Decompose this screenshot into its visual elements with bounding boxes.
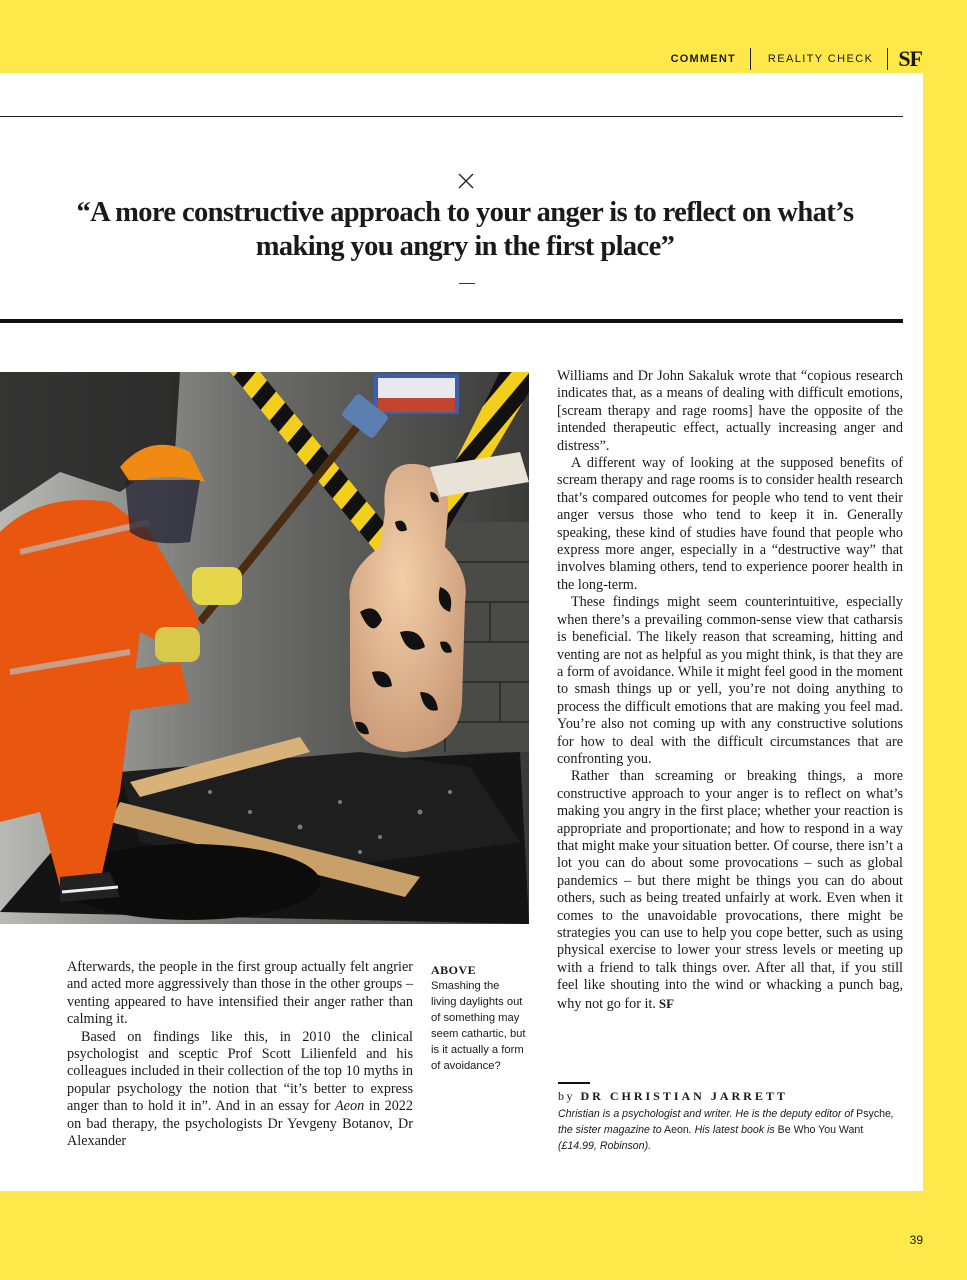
paragraph bbox=[557, 768, 903, 1013]
close-x-icon bbox=[458, 173, 474, 189]
pull-quote: “A more constructive approach to your anger is to reflect on what’s making you angry in the first place” bbox=[76, 197, 854, 262]
quote-dash bbox=[459, 283, 475, 284]
top-rule bbox=[0, 116, 903, 117]
page-number: 39 bbox=[909, 1233, 923, 1247]
bio-text: Christian is a psychologist and writer. He is the deputy editor of bbox=[558, 1108, 854, 1120]
subsection-label: REALITY CHECK bbox=[751, 48, 888, 70]
end-mark: SF bbox=[658, 995, 675, 1011]
text-run: Based on findings like this, in 2010 the clinical psychologist and sceptic Prof Scott Lilienfeld and his colleagues included in their collection of the top 10 myths in popular psychology the notion that “it’s better to express anger than to hold it in”. And in an essay for bbox=[67, 1028, 413, 1115]
section-rule bbox=[0, 319, 903, 323]
bio-text: , the sister magazine to bbox=[558, 1108, 894, 1136]
body-column-right bbox=[557, 368, 903, 1013]
bio-text: (£14.99, Robinson). bbox=[558, 1140, 652, 1152]
bio-text: . His latest book is bbox=[688, 1124, 775, 1136]
text-run: in 2022 on bad therapy, the psychologists Dr Yevgeny Botanov, Dr Alexander bbox=[67, 1098, 413, 1150]
author-name: DR CHRISTIAN JARRETT bbox=[580, 1089, 788, 1103]
paragraph: Williams and Dr John Sakaluk wrote that “copious research indicates that, as a means of dealing with difficult emotions, [scream therapy and rage rooms] have the opposite of the intended therapeutic effect, actually increasing anger and distress”. bbox=[557, 368, 903, 454]
byline-line bbox=[558, 1089, 903, 1104]
magazine-logo: SF bbox=[898, 46, 922, 71]
photo-caption bbox=[431, 962, 526, 1074]
by-word: by bbox=[558, 1089, 575, 1103]
section-label: COMMENT bbox=[671, 48, 751, 70]
author-bio bbox=[558, 1106, 903, 1154]
publication-name: Aeon bbox=[335, 1098, 365, 1115]
author-byline bbox=[558, 1082, 903, 1154]
bio-publication: Psyche bbox=[856, 1108, 891, 1120]
rage-room-photo bbox=[0, 372, 529, 924]
text-run: Rather than screaming or breaking things, a more constructive approach to your anger is to reflect on what’s making you angry in the first place; whether your reaction is appropriate and proportionate; and how to respond in a way that might make your situation better. Of course, there isn’t a lot you can do about some provocations – such as global pandemics – but there might be things you can do about others, such as being treated unfairly at work. Even when it comes to the unavoidable provocations, there might be strategies you can use to help you cope better, such as using physical exercise to lower your stress levels or meeting up with a friend to talk things over. After all that, if you still feel like shouting into the wind or whacking a punch bag, why not go for it. bbox=[557, 768, 903, 1012]
paragraph: A different way of looking at the supposed benefits of scream therapy and rage rooms is to consider health research that’s compared outcomes for people who tend to vent their anger versus those who tend to keep it in. Generally speaking, these kind of studies have found that people who express more anger, especially in a “destructive way” that involves blaming others, tend to experience poorer health in the long-term. bbox=[557, 455, 903, 593]
bio-publication: Aeon bbox=[664, 1124, 689, 1136]
caption-title: ABOVE bbox=[431, 963, 477, 977]
body-column-left bbox=[67, 959, 413, 1150]
paragraph bbox=[67, 1029, 413, 1151]
paragraph: Afterwards, the people in the first group actually felt angrier and acted more aggressively than those in the other groups – venting appeared to have intensified their anger rather than calming it. bbox=[67, 959, 413, 1028]
running-header bbox=[671, 44, 922, 74]
byline-rule bbox=[558, 1082, 590, 1084]
bio-book: Be Who You Want bbox=[777, 1124, 864, 1136]
caption-text: Smashing the living daylights out of something may seem cathartic, but is it actually a form of avoidance? bbox=[431, 980, 526, 1072]
paragraph: These findings might seem counterintuitive, especially when there’s a prevailing common-sense view that catharsis is beneficial. The likely reason that screaming, hitting and venting are not as helpful as you might think, is that they are a form of avoidance. While it might feel good in the moment to smash things up or yell, you’re not doing anything to process the difficult emotions that are making you feel mad. You’re also not coming up with any constructive solutions for how to deal with the difficult circumstances that are confronting you. bbox=[557, 594, 903, 767]
